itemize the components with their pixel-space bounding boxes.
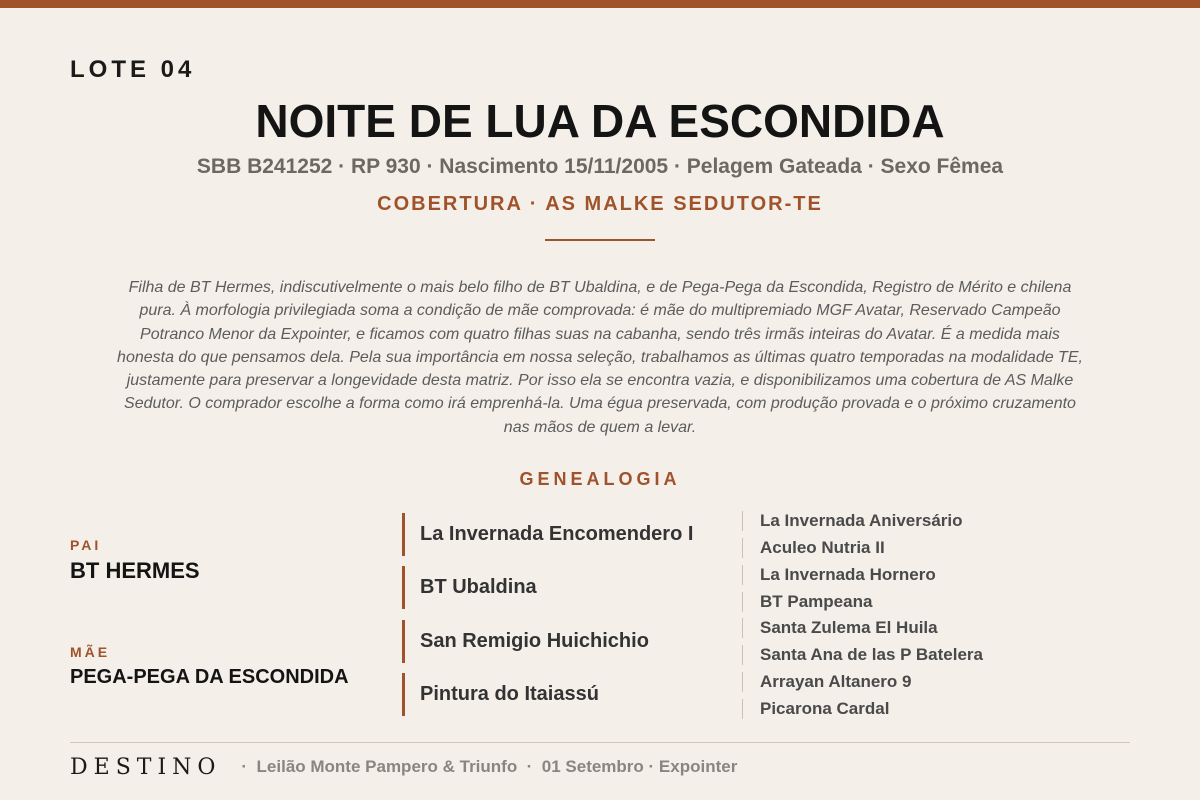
coverage-subtitle: COBERTURA · AS MALKE SEDUTOR-TE <box>377 193 823 215</box>
dam-name: PEGA-PEGA DA ESCONDIDA <box>70 666 349 688</box>
great-grandparent-entry: La Invernada Hornero <box>742 565 1062 585</box>
footer-divider <box>70 742 1130 743</box>
great-grandparent-entry: Arrayan Altanero 9 <box>742 672 1062 692</box>
auction-info: · Leilão Monte Pampero & Triunfo · 01 Setembro · Expointer <box>241 757 738 776</box>
great-grandparent-entry: Picarona Cardal <box>742 699 1062 719</box>
dam-label: MÃE <box>70 644 111 660</box>
title-divider <box>545 239 655 241</box>
sire-name: BT HERMES <box>70 558 200 583</box>
grandparent-entry: BT Ubaldina <box>402 566 732 609</box>
grandparent-entry: San Remigio Huichichio <box>402 620 732 663</box>
grandparent-entry: Pintura do Itaiassú <box>402 673 732 716</box>
great-grandparent-entry: Santa Zulema El Huila <box>742 618 1062 638</box>
genealogy-heading: GENEALOGIA <box>519 469 681 489</box>
great-grandparent-entry: La Invernada Aniversário <box>742 511 1062 531</box>
horse-description: Filha de BT Hermes, indiscutivelmente o mais belo filho de BT Ubaldina, e de Pega-Pega da Escondida, Registro de Mérito e chilena pura. À morfologia privilegiada soma a condição de mãe comprovada: é mãe do multipremiado MGF Avatar, Reservado Campeão Potranco Menor da Expointer, e ficamos com quatro filhas suas na cabanha, sendo três irmãs inteiras do Avatar. É a medida mais honesta do que pensamos dela. Pela sua importância em nossa seleção, trabalhamos as últimas quatro temporadas na modalidade TE, justamente para preservar a longevidade desta matriz. Por isso ela se encontra vazia, e disponibilizamos uma cobertura de AS Malke Sedutor. O comprador escolhe a forma como irá emprenhá-la. Uma égua preservada, com produção provada e o próximo cruzamento nas mãos de quem a levar. <box>117 279 1083 436</box>
great-grandparent-entry: BT Pampeana <box>742 592 1062 612</box>
top-accent-bar <box>0 0 1200 8</box>
lot-number: LOTE 04 <box>70 56 196 83</box>
sire-label: PAI <box>70 537 102 553</box>
grandparent-entry: La Invernada Encomendero I <box>402 513 732 556</box>
horse-registration-details: SBB B241252 · RP 930 · Nascimento 15/11/2005 · Pelagem Gateada · Sexo Fêmea <box>196 155 1004 178</box>
brand-logo: DESTINO <box>70 754 222 780</box>
footer <box>70 752 737 782</box>
horse-name-title: NOITE DE LUA DA ESCONDIDA <box>255 95 945 147</box>
great-grandparent-entry: Aculeo Nutria II <box>742 538 1062 558</box>
great-grandparent-entry: Santa Ana de las P Batelera <box>742 645 1062 665</box>
